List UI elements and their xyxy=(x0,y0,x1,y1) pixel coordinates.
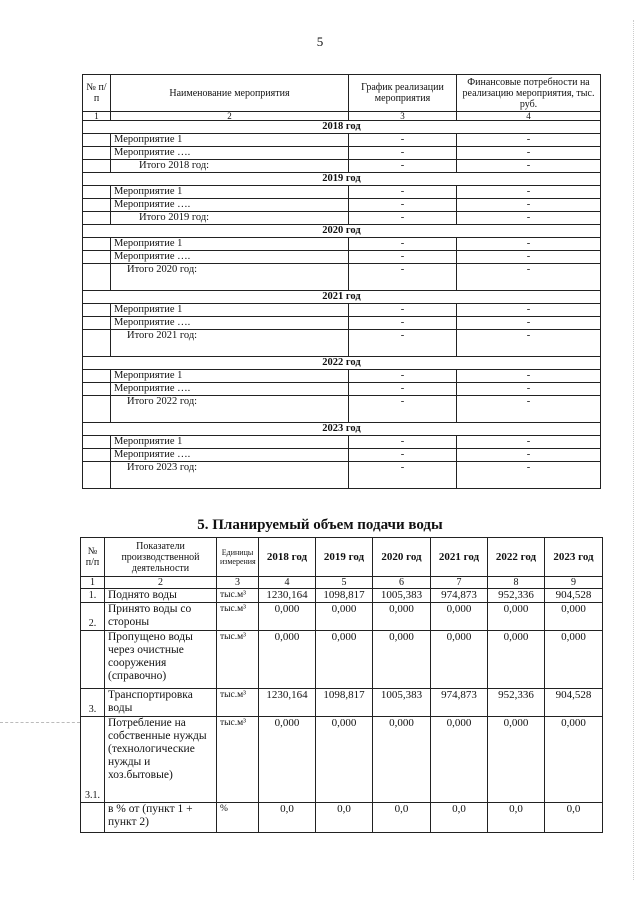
event-name: Мероприятие 1 xyxy=(111,238,349,251)
schedule-value: - xyxy=(349,317,457,330)
value-cell: 0,000 xyxy=(545,631,603,689)
value-cell: 0,000 xyxy=(259,717,316,803)
data-row xyxy=(81,603,603,631)
indicator-name: Поднято воды xyxy=(105,589,217,603)
index-cell: 3 xyxy=(217,577,259,589)
value-cell: 0,000 xyxy=(431,717,488,803)
event-name: Мероприятие …. xyxy=(111,147,349,160)
events-table xyxy=(82,74,601,489)
value-cell: 952,336 xyxy=(488,589,545,603)
event-name: Мероприятие …. xyxy=(111,383,349,396)
event-row xyxy=(83,199,601,212)
index-cell: 9 xyxy=(545,577,603,589)
total-label: Итого 2021 год: xyxy=(111,330,349,357)
event-row xyxy=(83,147,601,160)
total-label: Итого 2018 год: xyxy=(111,160,349,173)
year-label: 2018 год xyxy=(83,121,601,134)
event-name: Мероприятие …. xyxy=(111,199,349,212)
finance-value: - xyxy=(457,370,601,383)
event-num xyxy=(83,238,111,251)
schedule-value: - xyxy=(349,449,457,462)
value-cell: 0,0 xyxy=(373,803,431,833)
index-cell: 2 xyxy=(111,112,349,121)
value-cell: 0,000 xyxy=(259,603,316,631)
index-cell: 4 xyxy=(457,112,601,121)
event-name: Мероприятие …. xyxy=(111,317,349,330)
index-cell: 2 xyxy=(105,577,217,589)
unit: % xyxy=(217,803,259,833)
value-cell: 1005,383 xyxy=(373,689,431,717)
row-number: 3. xyxy=(81,689,105,717)
column-header: 2018 год xyxy=(259,538,316,577)
event-num xyxy=(83,436,111,449)
event-name: Мероприятие 1 xyxy=(111,304,349,317)
column-header: 2021 год xyxy=(431,538,488,577)
event-row xyxy=(83,186,601,199)
row-number: 2. xyxy=(81,603,105,631)
unit: тыс.м³ xyxy=(217,589,259,603)
column-header: 2019 год xyxy=(316,538,373,577)
value-cell: 0,000 xyxy=(259,631,316,689)
event-name: Мероприятие 1 xyxy=(111,186,349,199)
indicator-name: Потребление на собственные нужды (технологические нужды и хоз.бытовые) xyxy=(105,717,217,803)
row-number: 1. xyxy=(81,589,105,603)
schedule-header: График реализации мероприятия xyxy=(349,75,457,112)
total-label: Итого 2020 год: xyxy=(111,264,349,291)
water-supply-table xyxy=(80,537,603,833)
row-number xyxy=(81,803,105,833)
event-row xyxy=(83,436,601,449)
header-row xyxy=(81,538,603,577)
finance-value: - xyxy=(457,134,601,147)
total-schedule: - xyxy=(349,330,457,357)
finance-value: - xyxy=(457,238,601,251)
event-name: Мероприятие 1 xyxy=(111,134,349,147)
value-cell: 0,0 xyxy=(431,803,488,833)
data-row xyxy=(81,689,603,717)
indicator-name: Принято воды со стороны xyxy=(105,603,217,631)
total-num xyxy=(83,264,111,291)
year-label: 2022 год xyxy=(83,357,601,370)
finance-value: - xyxy=(457,436,601,449)
year-row xyxy=(83,173,601,186)
index-cell: 4 xyxy=(259,577,316,589)
index-row xyxy=(81,577,603,589)
event-row xyxy=(83,370,601,383)
value-cell: 0,000 xyxy=(316,717,373,803)
event-num xyxy=(83,449,111,462)
total-row xyxy=(83,462,601,489)
total-schedule: - xyxy=(349,264,457,291)
year-label: 2021 год xyxy=(83,291,601,304)
unit: тыс.м³ xyxy=(217,689,259,717)
schedule-value: - xyxy=(349,251,457,264)
event-num xyxy=(83,304,111,317)
margin-dash-line xyxy=(0,722,80,723)
year-label: 2019 год xyxy=(83,173,601,186)
index-row xyxy=(83,112,601,121)
value-cell: 0,000 xyxy=(431,631,488,689)
total-label: Итого 2019 год: xyxy=(111,212,349,225)
year-row xyxy=(83,357,601,370)
index-cell: 7 xyxy=(431,577,488,589)
value-cell: 952,336 xyxy=(488,689,545,717)
unit: тыс.м³ xyxy=(217,603,259,631)
page-edge-mark xyxy=(633,20,634,880)
event-num xyxy=(83,186,111,199)
finance-value: - xyxy=(457,199,601,212)
event-name: Мероприятие 1 xyxy=(111,436,349,449)
event-name-header: Наименование мероприятия xyxy=(111,75,349,112)
event-num xyxy=(83,147,111,160)
header-row xyxy=(83,75,601,112)
finance-value: - xyxy=(457,304,601,317)
value-cell: 0,000 xyxy=(373,631,431,689)
total-row xyxy=(83,160,601,173)
value-cell: 0,000 xyxy=(488,717,545,803)
value-cell: 0,0 xyxy=(488,803,545,833)
total-schedule: - xyxy=(349,212,457,225)
year-label: 2020 год xyxy=(83,225,601,238)
finance-value: - xyxy=(457,186,601,199)
value-cell: 1098,817 xyxy=(316,589,373,603)
row-number xyxy=(81,631,105,689)
indicator-name: Пропущено воды через очистные сооружения (справочно) xyxy=(105,631,217,689)
total-schedule: - xyxy=(349,462,457,489)
value-cell: 0,000 xyxy=(545,603,603,631)
event-row xyxy=(83,383,601,396)
total-label: Итого 2022 год: xyxy=(111,396,349,423)
total-label: Итого 2023 год: xyxy=(111,462,349,489)
value-cell: 0,000 xyxy=(431,603,488,631)
schedule-value: - xyxy=(349,370,457,383)
event-num xyxy=(83,383,111,396)
total-num xyxy=(83,330,111,357)
index-cell: 6 xyxy=(373,577,431,589)
total-num xyxy=(83,396,111,423)
total-finance: - xyxy=(457,396,601,423)
event-row xyxy=(83,238,601,251)
data-row xyxy=(81,631,603,689)
event-row xyxy=(83,317,601,330)
value-cell: 0,0 xyxy=(259,803,316,833)
value-cell: 1230,164 xyxy=(259,689,316,717)
column-header: 2023 год xyxy=(545,538,603,577)
finance-value: - xyxy=(457,383,601,396)
value-cell: 0,000 xyxy=(316,603,373,631)
value-cell: 904,528 xyxy=(545,589,603,603)
value-cell: 0,000 xyxy=(316,631,373,689)
index-cell: 1 xyxy=(83,112,111,121)
schedule-value: - xyxy=(349,383,457,396)
value-cell: 974,873 xyxy=(431,689,488,717)
value-cell: 0,0 xyxy=(316,803,373,833)
schedule-value: - xyxy=(349,199,457,212)
event-row xyxy=(83,251,601,264)
column-header: 2020 год xyxy=(373,538,431,577)
data-row xyxy=(81,717,603,803)
total-finance: - xyxy=(457,462,601,489)
value-cell: 0,000 xyxy=(545,717,603,803)
finance-value: - xyxy=(457,251,601,264)
row-number: 3.1. xyxy=(81,717,105,803)
total-num xyxy=(83,160,111,173)
schedule-value: - xyxy=(349,238,457,251)
schedule-value: - xyxy=(349,134,457,147)
column-header: 2022 год xyxy=(488,538,545,577)
total-row xyxy=(83,264,601,291)
value-cell: 0,0 xyxy=(545,803,603,833)
unit: тыс.м³ xyxy=(217,717,259,803)
indicator-name: Транспортировка воды xyxy=(105,689,217,717)
total-num xyxy=(83,212,111,225)
unit: тыс.м³ xyxy=(217,631,259,689)
schedule-value: - xyxy=(349,147,457,160)
data-row xyxy=(81,803,603,833)
total-finance: - xyxy=(457,160,601,173)
index-cell: 5 xyxy=(316,577,373,589)
index-cell: 3 xyxy=(349,112,457,121)
value-cell: 1005,383 xyxy=(373,589,431,603)
data-row xyxy=(81,589,603,603)
year-row xyxy=(83,225,601,238)
indicator-name: в % от (пункт 1 + пункт 2) xyxy=(105,803,217,833)
event-row xyxy=(83,304,601,317)
event-name: Мероприятие …. xyxy=(111,251,349,264)
year-row xyxy=(83,291,601,304)
value-cell: 0,000 xyxy=(373,717,431,803)
schedule-value: - xyxy=(349,304,457,317)
schedule-value: - xyxy=(349,436,457,449)
value-cell: 1098,817 xyxy=(316,689,373,717)
total-row xyxy=(83,212,601,225)
column-header: Показатели производственной деятельности xyxy=(105,538,217,577)
finance-header: Финансовые потребности на реализацию мероприятия, тыс. руб. xyxy=(457,75,601,112)
value-cell: 0,000 xyxy=(373,603,431,631)
event-num xyxy=(83,251,111,264)
column-header: № п/п xyxy=(81,538,105,577)
value-cell: 1230,164 xyxy=(259,589,316,603)
value-cell: 0,000 xyxy=(488,603,545,631)
value-cell: 0,000 xyxy=(488,631,545,689)
index-cell: 1 xyxy=(81,577,105,589)
finance-value: - xyxy=(457,317,601,330)
event-row xyxy=(83,134,601,147)
page-number: 5 xyxy=(316,34,324,49)
event-name: Мероприятие …. xyxy=(111,449,349,462)
column-header: Единицы измерения xyxy=(217,538,259,577)
value-cell: 974,873 xyxy=(431,589,488,603)
schedule-value: - xyxy=(349,186,457,199)
total-finance: - xyxy=(457,330,601,357)
num-header: № п/п xyxy=(83,75,111,112)
event-name: Мероприятие 1 xyxy=(111,370,349,383)
total-row xyxy=(83,396,601,423)
value-cell: 904,528 xyxy=(545,689,603,717)
event-num xyxy=(83,134,111,147)
finance-value: - xyxy=(457,449,601,462)
index-cell: 8 xyxy=(488,577,545,589)
event-row xyxy=(83,449,601,462)
event-num xyxy=(83,199,111,212)
section-title: 5. Планируемый объем подачи воды xyxy=(197,517,443,533)
total-schedule: - xyxy=(349,396,457,423)
event-num xyxy=(83,370,111,383)
year-row xyxy=(83,121,601,134)
year-label: 2023 год xyxy=(83,423,601,436)
total-row xyxy=(83,330,601,357)
year-row xyxy=(83,423,601,436)
total-finance: - xyxy=(457,264,601,291)
event-num xyxy=(83,317,111,330)
total-finance: - xyxy=(457,212,601,225)
finance-value: - xyxy=(457,147,601,160)
total-num xyxy=(83,462,111,489)
total-schedule: - xyxy=(349,160,457,173)
